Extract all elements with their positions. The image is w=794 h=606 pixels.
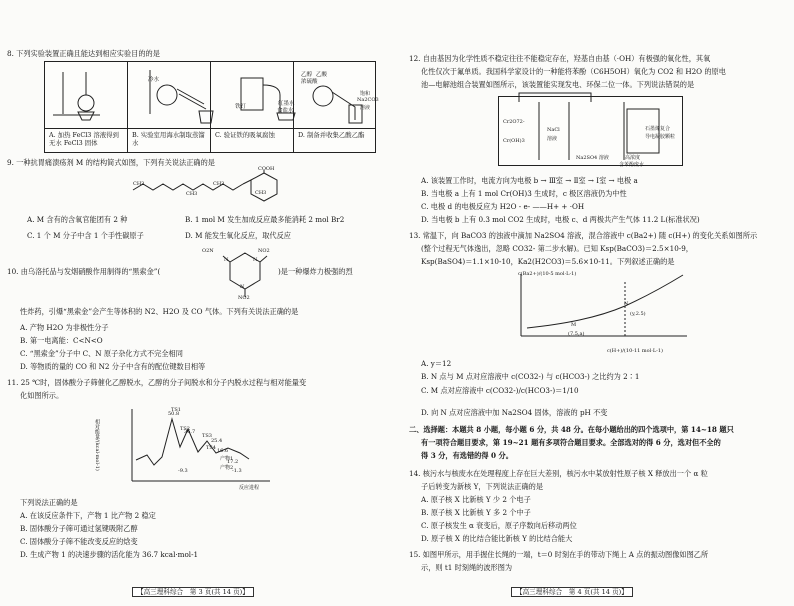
question-12-stem-line-1: 12. 自由基因为化学性质不稳定往往不能稳定存在，羟基自由基（·OH）有极强的氧化性，其氧: [409, 54, 711, 63]
question-11-followup: 下列说法正确的是: [20, 498, 78, 507]
label-nacl: NaCl: [547, 127, 560, 133]
question-8-apparatus-table: [44, 61, 379, 153]
section-2-title: 二、选择题：本题共 8 小题，每小题 6 分，共 48 分。在每小题给出的四个选项中，第 14~18 题只: [409, 425, 734, 434]
value-intermediate-energy: -9.3: [178, 468, 188, 474]
battery-electrolysis-diagram: [498, 96, 683, 166]
delivery-tube-d: [332, 92, 355, 120]
chart-point-m-coordinates: (7.5,a): [568, 331, 585, 337]
option-8c: C. 验证铁的吸氧腐蚀: [215, 131, 275, 139]
option-10a: A. 产物 H2O 为非极性分子: [20, 323, 109, 332]
option-10d: D. 等物质的量的 CO 和 N2 分子中含有的配位键数目相等: [20, 362, 206, 371]
label-salt-water: 食盐水: [277, 108, 294, 114]
flask-a: [78, 95, 94, 111]
structure-label-n-bottom: N: [240, 284, 245, 290]
label-sulfuric-acid: 浓硫酸: [301, 79, 318, 85]
option-14b: B. 原子核 X 比新核 Y 多 2 个中子: [421, 508, 531, 517]
question-15-stem: 15. 如图甲所示，用手握住长绳的一端，t＝0 时刻在手的带动下绳上 A 点的振动图像如图乙所: [409, 550, 709, 559]
option-9d: D. M 能发生氧化反应，取代反应: [185, 231, 291, 240]
right-exam-page: [397, 0, 794, 606]
label-ethanol: 乙醇: [301, 72, 313, 78]
question-11-stem-continued: 化如图所示。: [20, 391, 64, 400]
question-15-stem-continued: 示，则 t1 时刻绳的波形图为: [421, 563, 513, 572]
label-solution: 溶液: [547, 136, 558, 142]
structure-label-o2n: O2N: [202, 248, 214, 254]
option-11a: A. 在该反应条件下，产物 1 比产物 2 稳定: [20, 511, 156, 520]
question-12-stem-line-3: 池—电解池组合装置如图所示，该装置能实现发电、环保二位一体。下列说法错误的是: [421, 80, 695, 89]
option-13c: C. M 点对应溶液中 c(CO32-)/c(HCO3-)＝1/10: [421, 386, 579, 395]
value-ts2-energy: 36.7: [184, 429, 196, 435]
right-page-footer: 【高三理科综合 第 4 页(共 14 页)】: [511, 587, 633, 597]
option-10b: B. 第一电离能：C<N<O: [20, 336, 103, 345]
energy-axis-title: 相对能量/(kcal·mol-1): [94, 419, 100, 471]
chart-point-n-coordinates: (y,2.5): [630, 311, 646, 317]
structure-label-n-left: N: [224, 257, 229, 263]
structure-label-ch3-2: CH3: [186, 191, 198, 197]
label-high-concentration: 高浓度: [625, 155, 641, 161]
caption-row-divider: [45, 128, 375, 129]
burner-a: [78, 112, 94, 120]
section-2-line-2: 有一项符合题目要求，第 19~21 题有多项符合题目要求。全部选对的得 6 分，选对但不全的: [421, 438, 721, 447]
question-13-stem-line-1: 13. 常温下，向 BaCO3 的浊液中滴加 Na2SO4 溶液，混合溶液中 c(Ba2+) 随 c(H+) 的变化关系如图所示: [409, 231, 758, 240]
label-ts3: TS3: [202, 433, 212, 439]
option-8d: D. 制备并收集乙酸乙酯: [298, 131, 365, 139]
structure-label-cooh: COOH: [258, 166, 275, 172]
value-product1-energy: 17.2: [227, 459, 239, 465]
distillation-flask: [157, 85, 177, 105]
external-wire: [519, 93, 591, 102]
question-10-stem-middle: )是一种爆炸力极强的烈: [278, 267, 353, 276]
option-13d: D. 向 N 点对应溶液中加 Na2SO4 固体，溶液的 pH 不变: [421, 408, 608, 417]
left-page-footer: 【高三理科综合 第 3 页(共 14 页)】: [132, 587, 254, 597]
question-10-stem-start: 10. 由乌洛托品与发烟硝酸作用制得的“黑索金”(: [7, 267, 161, 276]
label-iron-nail: 铁钉: [235, 104, 247, 110]
label-na2so4: Na2SO4 溶液: [576, 155, 609, 161]
label-conductive-gel: 导电凝胶颗粒: [645, 134, 676, 140]
label-product1: 产物1: [220, 456, 234, 462]
label-cold-water: 冷水: [148, 77, 160, 83]
question-9-structure: [125, 170, 300, 205]
question-12-stem-line-2: 化性仅次于氟单质。我国科学家设计的一种能将苯酚（C6H5OH）氧化为 CO2 和 H2O 的原电: [421, 67, 726, 76]
chart-point-n: N: [624, 301, 629, 307]
value-ts1-energy: 50.8: [168, 411, 180, 417]
structure-label-n-right: N: [253, 257, 258, 263]
carbon-chain: [133, 184, 243, 190]
question-14-stem: 14. 核污水与核废水在处理程度上存在巨大差别，核污水中某放射性原子核 X 释放出一个 α 粒: [409, 469, 708, 478]
section-2-line-3: 得 3 分，有选错的得 0 分。: [421, 451, 513, 460]
question-9-stem: 9. 一种抗胃痛溃疡剂 M 的结构简式如图，下列有关说法正确的是: [7, 158, 215, 167]
structure-label-no2-right: NO2: [258, 248, 270, 254]
value-ts3-energy: 25.4: [211, 438, 223, 444]
structure-label-ch3-1: CH3: [133, 181, 145, 187]
label-saturated: 饱和: [360, 91, 371, 97]
label-red-ink: 红墨水: [278, 101, 295, 107]
reaction-axis-title: 反应进程: [239, 485, 260, 491]
barium-curve-chart: [509, 270, 694, 346]
label-ts4: TS4: [206, 445, 216, 451]
question-13-stem-line-3: Ksp(BaSO4)＝1.1×10-10，Ka2(H2CO3)＝5.6×10-11。下列叙述正确的是: [421, 257, 675, 266]
option-12d: D. 当电极 b 上有 0.3 mol CO2 生成时，电极 c、d 两极共产生气体 11.2 L(标准状况): [421, 215, 700, 224]
label-ts2: TS2: [180, 426, 190, 432]
option-11d: D. 生成产物 1 的决速步骤的活化能为 36.7 kcal·mol-1: [20, 550, 199, 559]
barium-curve: [527, 275, 683, 328]
option-11c: C. 固体酸分子筛不能改变反应的焓变: [20, 537, 138, 546]
option-12b: B. 当电极 a 上有 1 mol Cr(OH)3 生成时，c 极区溶液仍为中性: [421, 189, 627, 198]
question-13-stem-line-2: (整个过程无气体逸出，忽略 CO32- 第二步水解)。已知 Ksp(BaCO3)＝2.5×10-9，: [421, 244, 693, 253]
ring: [251, 173, 277, 201]
structure-label-ch3-3: CH3: [213, 181, 225, 187]
value-product2-energy: -1.3: [232, 468, 242, 474]
option-12c: C. 电极 d 的电极反应为 H2O - e- ——H+ + ·OH: [421, 202, 585, 211]
label-graphene: 石墨烯复合: [645, 126, 671, 132]
option-11b: B. 固体酸分子筛可通过氢键吸附乙醇: [20, 524, 138, 533]
chart-h-axis-title: c(H+)/(10-11 mol·L-1): [607, 348, 663, 354]
question-14-stem-continued: 子后转变为新核 Y，下列说法正确的是: [421, 482, 544, 491]
structure-label-no2-bottom: NO2: [238, 295, 250, 301]
option-9b: B. 1 mol M 发生加成反应最多能消耗 2 mol Br2: [185, 215, 345, 224]
option-10c: C. “黑索金”分子中 C、N 原子杂化方式不完全相同: [20, 349, 183, 358]
option-12a: A. 该装置工作时，电流方向为电极 b → Ⅲ室 → Ⅱ室 → Ⅰ室 → 电极 a: [421, 176, 638, 185]
label-acetic-acid: 乙酸: [316, 72, 328, 78]
option-9a: A. M 含有的含氧官能团有 2 种: [27, 215, 128, 224]
structure-label-ch3-4: CH3: [255, 190, 267, 196]
option-13a: A. y＝12: [421, 359, 452, 368]
label-solution: 溶液: [360, 105, 371, 111]
chart-ba-axis-title: c(Ba2+)/(10-5 mol·L-1): [518, 271, 577, 277]
label-cr2o7: Cr2O72-: [503, 119, 525, 125]
condenser: [177, 89, 204, 104]
question-8-stem: 8. 下列实验装置正确且能达到相应实验目的的是: [7, 49, 160, 58]
option-8a: A. 加热 FeCl3 溶液得到无水 FeCl3 固体: [49, 131, 119, 147]
question-10-stem-end: 性炸药，引爆“黑索金”会产生等体积的 N2、H2O 及 CO 气体。下列有关说法正确的是: [20, 307, 299, 316]
label-na2co3: Na2CO3: [357, 97, 379, 103]
label-ts1: TS1: [171, 407, 181, 413]
energy-profile-chart: [112, 405, 282, 493]
option-13b: B. N 点与 M 点对应溶液中 c(CO32-) 与 c(HCO3-) 之比约为 2∶1: [421, 372, 640, 381]
option-14c: C. 原子核发生 α 衰变后，原子序数向后移动两位: [421, 521, 577, 530]
question-11-stem: 11. 25 ℃时，固体酸分子筛催化乙醇脱水，乙醇的分子间脱水和分子内脱水过程与相对能量变: [7, 378, 307, 387]
option-8b: B. 实验室用海水制取蒸馏水: [132, 131, 205, 147]
label-product2: 产物2: [220, 465, 234, 471]
flask-d: [313, 86, 333, 106]
chart-point-m: M: [571, 322, 577, 328]
label-phenol-wastewater: 含苯酚废水: [619, 162, 645, 168]
beaker-c: [277, 113, 295, 120]
label-croh3: Cr(OH)3: [503, 138, 525, 144]
receiver-b: [199, 111, 213, 123]
value-ts4-energy: 16.6: [217, 448, 229, 454]
option-14a: A. 原子核 X 比新核 Y 少 2 个电子: [421, 495, 531, 504]
option-9c: C. 1 个 M 分子中含 1 个手性碳原子: [27, 231, 144, 240]
option-14d: D. 原子核 X 的比结合能比新核 Y 的比结合能大: [421, 534, 573, 543]
